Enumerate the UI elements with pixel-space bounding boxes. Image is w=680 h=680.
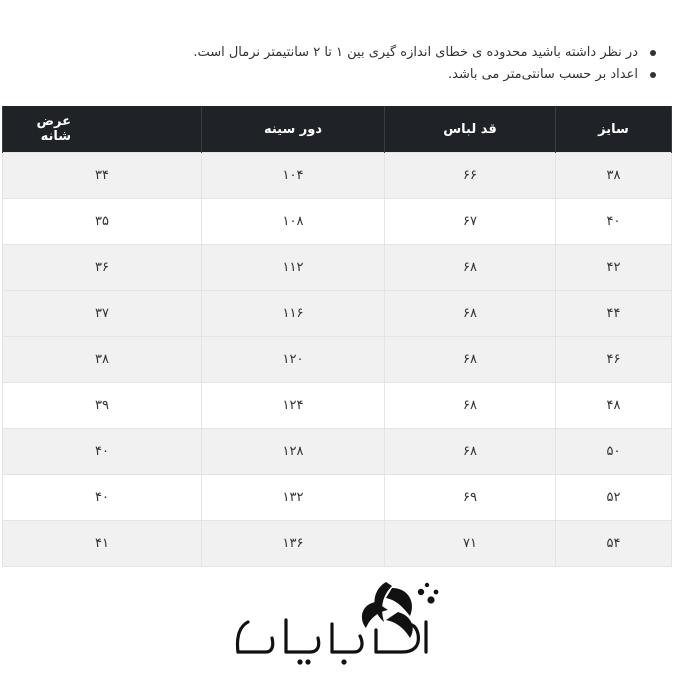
cell-chest: ۱۲۰ — [202, 337, 385, 383]
table-row — [3, 337, 672, 383]
cell-chest: ۱۱۶ — [202, 291, 385, 337]
table-row — [3, 199, 672, 245]
header-chest: دور سینه — [202, 106, 385, 153]
note-item: در نظر داشته باشید محدوده ی خطای اندازه گیری بین ۱ تا ۲ سانتیمتر نرمال است. — [20, 42, 660, 64]
cell-length: ۶۸ — [385, 429, 556, 475]
table-row — [3, 429, 672, 475]
cell-shoulder: ۳۹ — [3, 383, 202, 429]
cell-shoulder: ۴۰ — [3, 429, 202, 475]
cell-chest: ۱۰۸ — [202, 199, 385, 245]
table-row — [3, 153, 672, 199]
cell-length: ۶۹ — [385, 475, 556, 521]
cell-length: ۷۱ — [385, 521, 556, 567]
cell-size: ۴۴ — [556, 291, 672, 337]
note-item: اعداد بر حسب سانتی‌متر می باشد. — [20, 64, 660, 86]
table-row — [3, 475, 672, 521]
cell-chest: ۱۳۲ — [202, 475, 385, 521]
cell-size: ۴۰ — [556, 199, 672, 245]
cell-length: ۶۷ — [385, 199, 556, 245]
cell-size: ۵۰ — [556, 429, 672, 475]
cell-chest: ۱۲۸ — [202, 429, 385, 475]
cell-length: ۶۸ — [385, 337, 556, 383]
table-row — [3, 291, 672, 337]
table-row — [3, 245, 672, 291]
header-size: سایز — [556, 106, 672, 153]
cell-length: ۶۸ — [385, 291, 556, 337]
cell-chest: ۱۳۶ — [202, 521, 385, 567]
cell-chest: ۱۰۴ — [202, 153, 385, 199]
cell-chest: ۱۱۲ — [202, 245, 385, 291]
cell-size: ۴۸ — [556, 383, 672, 429]
table-header-row — [3, 106, 672, 153]
header-shoulder: عرض شانه — [3, 106, 202, 153]
leaf-flower-logo-icon — [226, 576, 450, 668]
cell-size: ۵۴ — [556, 521, 672, 567]
cell-shoulder: ۳۵ — [3, 199, 202, 245]
cell-shoulder: ۴۱ — [3, 521, 202, 567]
cell-size: ۵۲ — [556, 475, 672, 521]
cell-shoulder: ۳۸ — [3, 337, 202, 383]
cell-shoulder: ۳۷ — [3, 291, 202, 337]
header-length: قد لباس — [385, 106, 556, 153]
cell-shoulder: ۴۰ — [3, 475, 202, 521]
table-row — [3, 383, 672, 429]
cell-shoulder: ۳۶ — [3, 245, 202, 291]
cell-length: ۶۸ — [385, 245, 556, 291]
cell-size: ۴۲ — [556, 245, 672, 291]
cell-size: ۳۸ — [556, 153, 672, 199]
brand-logo — [226, 576, 450, 668]
size-table — [2, 106, 672, 567]
cell-size: ۴۶ — [556, 337, 672, 383]
cell-chest: ۱۲۴ — [202, 383, 385, 429]
cell-length: ۶۶ — [385, 153, 556, 199]
table-row — [3, 521, 672, 567]
cell-shoulder: ۳۴ — [3, 153, 202, 199]
notes-list — [20, 42, 660, 86]
cell-length: ۶۸ — [385, 383, 556, 429]
